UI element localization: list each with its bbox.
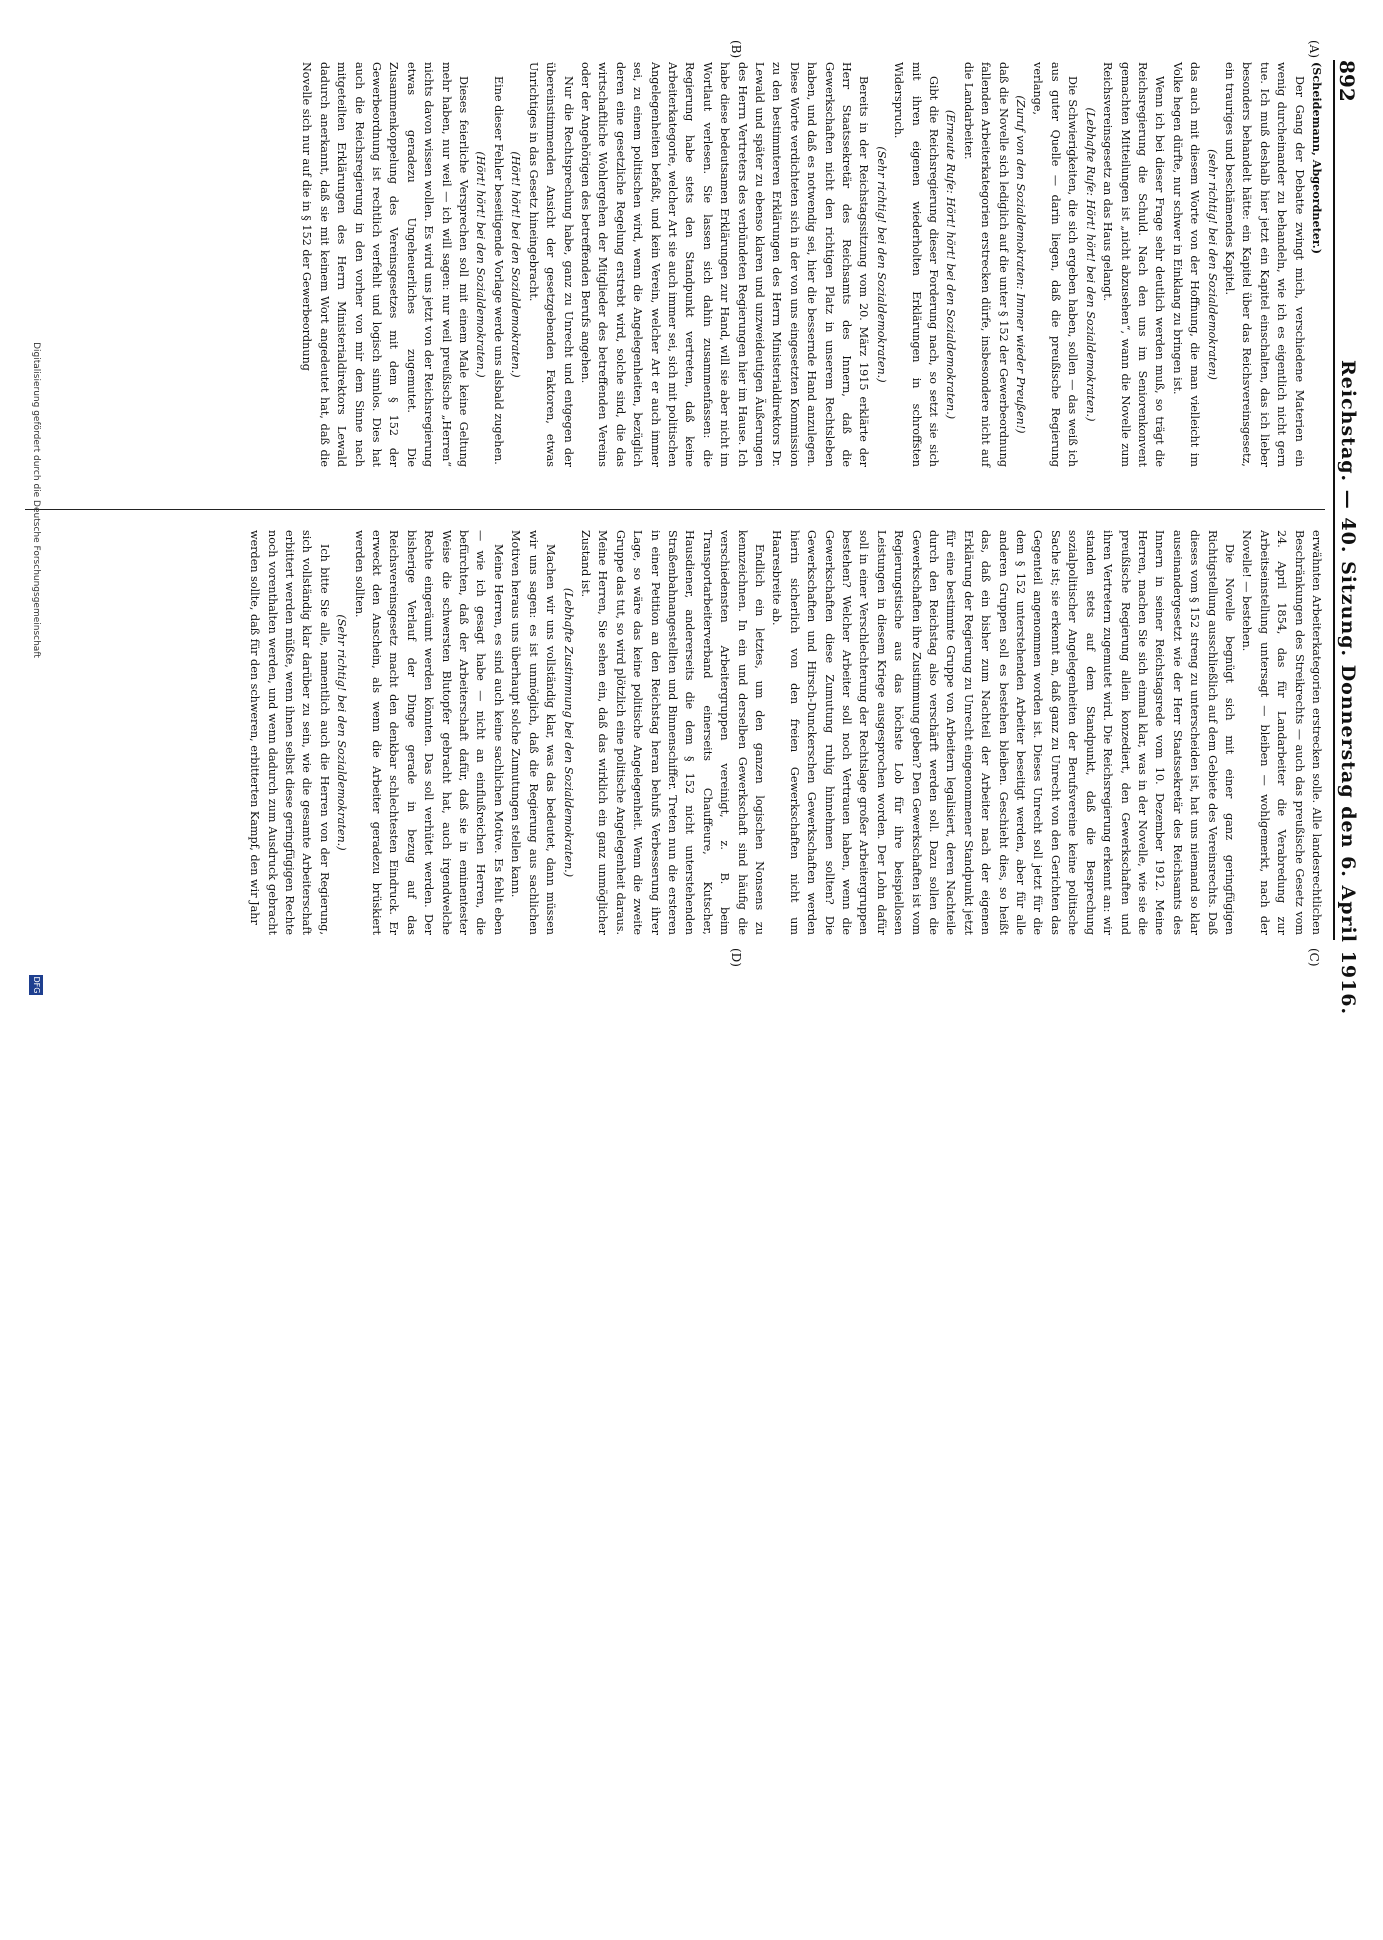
- interjection: (Lebhafte Zustimmung bei den Sozialdemokraten.): [561, 587, 575, 878]
- interjection: (Hört! hört! bei den Sozialdemokraten.): [474, 151, 488, 378]
- paragraph: daß die Novelle sich lediglich auf die unter § 152 der Gewerbeordnung fallenden Arbeiterkategorien erstrecken dürfe, insbesondere nicht auf die Landarbeiter.: [961, 62, 1010, 467]
- paragraph: Wenn ich bei dieser Frage sehr deutlich werden muß, so trägt die Reichsregierung die Schuld. Nach den uns im Seniorenkonvent gemachten Mitteilungen ist „nicht abzusehen“, wann die Novelle zum Reichsvereinsgesetz an das Haus gelangt.: [1101, 62, 1167, 467]
- paragraph: erwähnten Arbeiterkategorien erstrecken solle. Alle landesrechtlichen Beschränkungen des Streikrechts — auch das preußische Gesetz vom 24. April 1854, das für Landarbeiter die Verabredung zur Arbeitseinstellung untersagt — bleiben — wohlgemerkt, nach der Novelle! — bestehen.: [1240, 530, 1323, 935]
- paragraph: Eine dieser Fehler beseitigende Vorlage werde uns alsbald zugehen.: [491, 76, 505, 465]
- margin-mark-b: (B): [729, 40, 743, 59]
- running-title: Reichstag. — 40. Sitzung. Donnerstag den 6. April 1916.: [1337, 360, 1359, 1016]
- page-header: [1325, 60, 1365, 1940]
- paragraph: Nur die Rechtsprechung habe, ganz zu Unrecht und entgegen der übereinstimmenden Ansicht der gesetzgebenden Faktoren, etwas Unrichtiges in das Gesetz hineingebracht.: [526, 62, 575, 467]
- interjection: (Sehr richtig! bei den Sozialdemokraten.): [874, 146, 888, 383]
- interjection: (Zuruf von den Sozialdemokraten: Immer wieder Preußen!): [1014, 95, 1028, 434]
- right-text-column: [246, 530, 1325, 935]
- digitization-note: Digitalisierung gefördert durch die Deutsche Forschungsgemeinschaft: [31, 342, 41, 658]
- paragraph: Der Gang der Debatte zwingt mich, verschiedene Materien ein wenig durcheinander zu behandeln, wie ich es eigentlich nicht gern tue. Ich muß deshalb hier jetzt ein Kapitel einschalten, das ich lieber besonders behandelt hätte: ein Kapitel über das Reichsvereinsgesetz, ein trauriges und beschämendes Kapitel.: [1222, 62, 1306, 467]
- interjection: (Erneute Rufe: Hört! hört! bei den Sozialdemokraten.): [944, 109, 958, 420]
- margin-mark-d: (D): [729, 948, 743, 967]
- paragraph: Gibt die Reichsregierung dieser Forderung nach, so setzt sie sich mit ihren eigenen wiederholten Erklärungen in schroffsten Widerspruch.: [892, 62, 941, 467]
- dfg-logo-icon: DFG: [29, 975, 43, 995]
- paragraph: Machen wir uns vollständig klar, was das bedeutet, dann müssen wir uns sagen: es ist unmöglich, daß die Regierung aus sachlichen Motiven heraus uns überhaupt solche Zumutungen stellen kann.: [509, 530, 558, 935]
- margin-mark-a: (A): [1307, 40, 1321, 59]
- page-number: 892: [1335, 60, 1359, 102]
- left-text-column: [298, 62, 1325, 467]
- interjection: (Lebhafte Rufe: Hört! hört! bei den Sozialdemokraten.): [1083, 107, 1097, 422]
- paragraph: Bereits in der Reichstagssitzung vom 20. März 1915 erklärte der Herr Staatssekretär des Reichsamts des Innern, daß die Gewerkschaften nicht den richtigen Platz in unserem Rechtsleben haben, und daß es notwendig sei, hier die bessernde Hand anzulegen. Diese Worte verdichteten sich in der von uns eingesetzten Kommission zu den bestimmteren Erklärungen des Herrn Ministerialdirektors Dr. Lewald und später zu ebenso klaren und unzweideutigen Äußerungen des Herrn Vertreters des verbündeten Regierungen hier im Hause. Ich habe diese bedeutsamen Erklärungen zur Hand, will sie aber nicht im Wortlaut verlesen. Sie lassen sich dahin zusammenfassen: die Regierung habe stets den Standpunkt vertreten, daß keine Arbeiterkategorie, welcher Art sie auch immer sei, sich mit politischen Angelegenheiten befaßt, und kein Verein, welcher Art er auch immer sei, zu einem politischen wird, wenn die Angelegenheiten, bezüglich deren eine gesetzliche Regelung erstrebt wird, solche sind, die das wirtschaftliche Wohlergehen der Mitglieder des betreffenden Vereins oder der Angehörigen des betreffenden Berufs angehen.: [578, 62, 871, 467]
- margin-mark-c: (C): [1307, 948, 1321, 967]
- paragraph: Meine Herren, es sind auch keine sachlichen Motive. Es fehlt eben — wie ich gesagt habe — nicht an einflußreichen Herren, die befürchten, daß der Arbeiterschaft dafür, daß sie in eminentester Weise die schwersten Blutopfer gebracht hat, auch irgendwelche Rechte eingeräumt werden könnten. Das soll verhütet werden. Der bisherige Verlauf der Dinge gerade in bezug auf das Reichsvereinsgesetz macht den denkbar schlechtesten Eindruck. Er erweckt den Anschein, als wenn die Arbeiter geradezu brüskiert werden sollten.: [352, 530, 505, 935]
- paragraph: Ich bitte Sie alle, namentlich auch die Herren von der Regierung, sich vollständig klar darüber zu sein, wie die gesamte Arbeiterschaft erbittert werden müßte, wenn ihnen selbst diese geringfügigen Rechte noch vorenthalten werden, und wenn dadurch zum Ausdruck gebracht werden sollte, daß für den schweren, erbitterten Kampf, den wir Jahr: [248, 530, 331, 935]
- interjection: (Sehr richtig! bei den Sozialdemokraten.): [335, 614, 349, 851]
- paragraph: Endlich ein letztes, um den ganzen logischen Nonsens zu kennzeichnen. In ein und derselben Gewerkschaft sind häufig die verschiedensten Arbeitergruppen vereinigt, z. B. beim Transportarbeiterverband einerseits Chauffeure, Kutscher, Hausdiener, andererseits die dem § 152 nicht unterstehenden Straßenbahnangestellten und Binnenschiffer. Treten nun die ersteren in einer Petition an den Reichstag heran behufs Verbesserung ihrer Lage, so wäre das keine politische Angelegenheit. Wenn die zweite Gruppe das tut, so wird plötzlich eine politische Angelegenheit daraus. Meine Herren, Sie sehen ein, daß das wirklich ein ganz unmöglicher Zustand ist.: [578, 530, 766, 935]
- header-rule: [1333, 60, 1335, 940]
- interjection: (sehr richtig! bei den Sozialdemokraten): [1205, 149, 1219, 380]
- paragraph: das auch mit diesem Worte von der Hoffnung, die man vielleicht im Volke hegen dürfte, nur schwer in Einklang zu bringen ist.: [1170, 62, 1202, 467]
- paragraph: Dieses feierliche Versprechen soll mit einem Male keine Geltung mehr haben, nur weil — ich will sagen: nur weil preußische „Herren“ nichts davon wissen wollen. Es wird uns jetzt von der Reichsregierung etwas geradezu Ungeheuerliches zugemutet. Die Zusammenkoppelung des Vereinsgesetzes mit dem § 152 der Gewerbeordnung ist rechtlich verfehlt und logisch sinnlos. Dies hat auch die Reichsregierung in den vorher von mir dem Sinne nach mitgeteilten Erklärungen des Herrn Ministerialdirektors Lewald dadurch anerkannt, daß sie mit keinem Wort angedeutet hat, daß die Novelle sich nur auf die in § 152 der Gewerbeordnung: [300, 62, 471, 467]
- interjection: (Hört! hört! bei den Sozialdemokraten.): [509, 151, 523, 378]
- column-divider: [25, 509, 1325, 510]
- speaker-line: (Scheidemann, Abgeordneter.): [1310, 62, 1324, 254]
- paragraph: Die Novelle begnügt sich mit einer ganz geringfügigen Richtigstellung ausschließlich auf dem Gebiete des Vereinsrechts. Daß dieses vom § 152 streng zu unterscheiden ist, hat uns niemand so klar auseinandergesetzt wie der Herr Staatssekretär des Reichsamts des Innern in seiner Reichstagsrede vom 10. Dezember 1912. Meine Herren, machen Sie sich einmal klar, was in der Novelle, wie sie die preußische Regierung allein konzediert, den Gewerkschaften und ihren Vertretern zugemutet wird. Die Reichsregierung erkennt an: wir standen stets auf dem Standpunkt, daß die Besprechung sozialpolitischer Angelegenheiten der Berufsvereine keine politische Sache ist; sie erkennt an, daß ganz zu Unrecht von den Gerichten das Gegenteil angenommen worden ist. Dieses Unrecht soll jetzt für die dem § 152 unterstehenden Arbeiter beseitigt werden, aber für alle anderen Gruppen soll es bestehen bleiben. Geschieht dies, so heißt das, daß ein bisher zum Nachteil der Arbeiter nach der eigenen Erklärung der Regierung zu Unrecht eingenommener Standpunkt jetzt für eine bestimmte Gruppe von Arbeitern legalisiert, deren Nachteile durch den Reichstag also verschärft werden soll. Dazu sollen die Gewerkschaften ihre Zustimmung geben? Den Gewerkschaften ist vom Regierungstische aus das höchste Lob für ihre beispiellosen Leistungen in diesem Kriege ausgesprochen worden. Der Lohn dafür soll in einer Verschlechterung der Rechtslage großer Arbeitergruppen bestehen? Welcher Arbeiter soll noch Vertrauen haben, wenn die Gewerkschaften diese Zumutung ruhig hinnehmen sollten? Die Gewerkschaften und Hirsch-Dunckerschen Gewerkschaften werden hierin sicherlich von den freien Gewerkschaften nicht um Haaresbreite ab.: [770, 530, 1236, 935]
- paragraph: Die Schwierigkeiten, die sich ergeben haben, sollen — das weiß ich aus guter Quelle — darin liegen, daß die preußische Regierung verlange,: [1031, 62, 1080, 467]
